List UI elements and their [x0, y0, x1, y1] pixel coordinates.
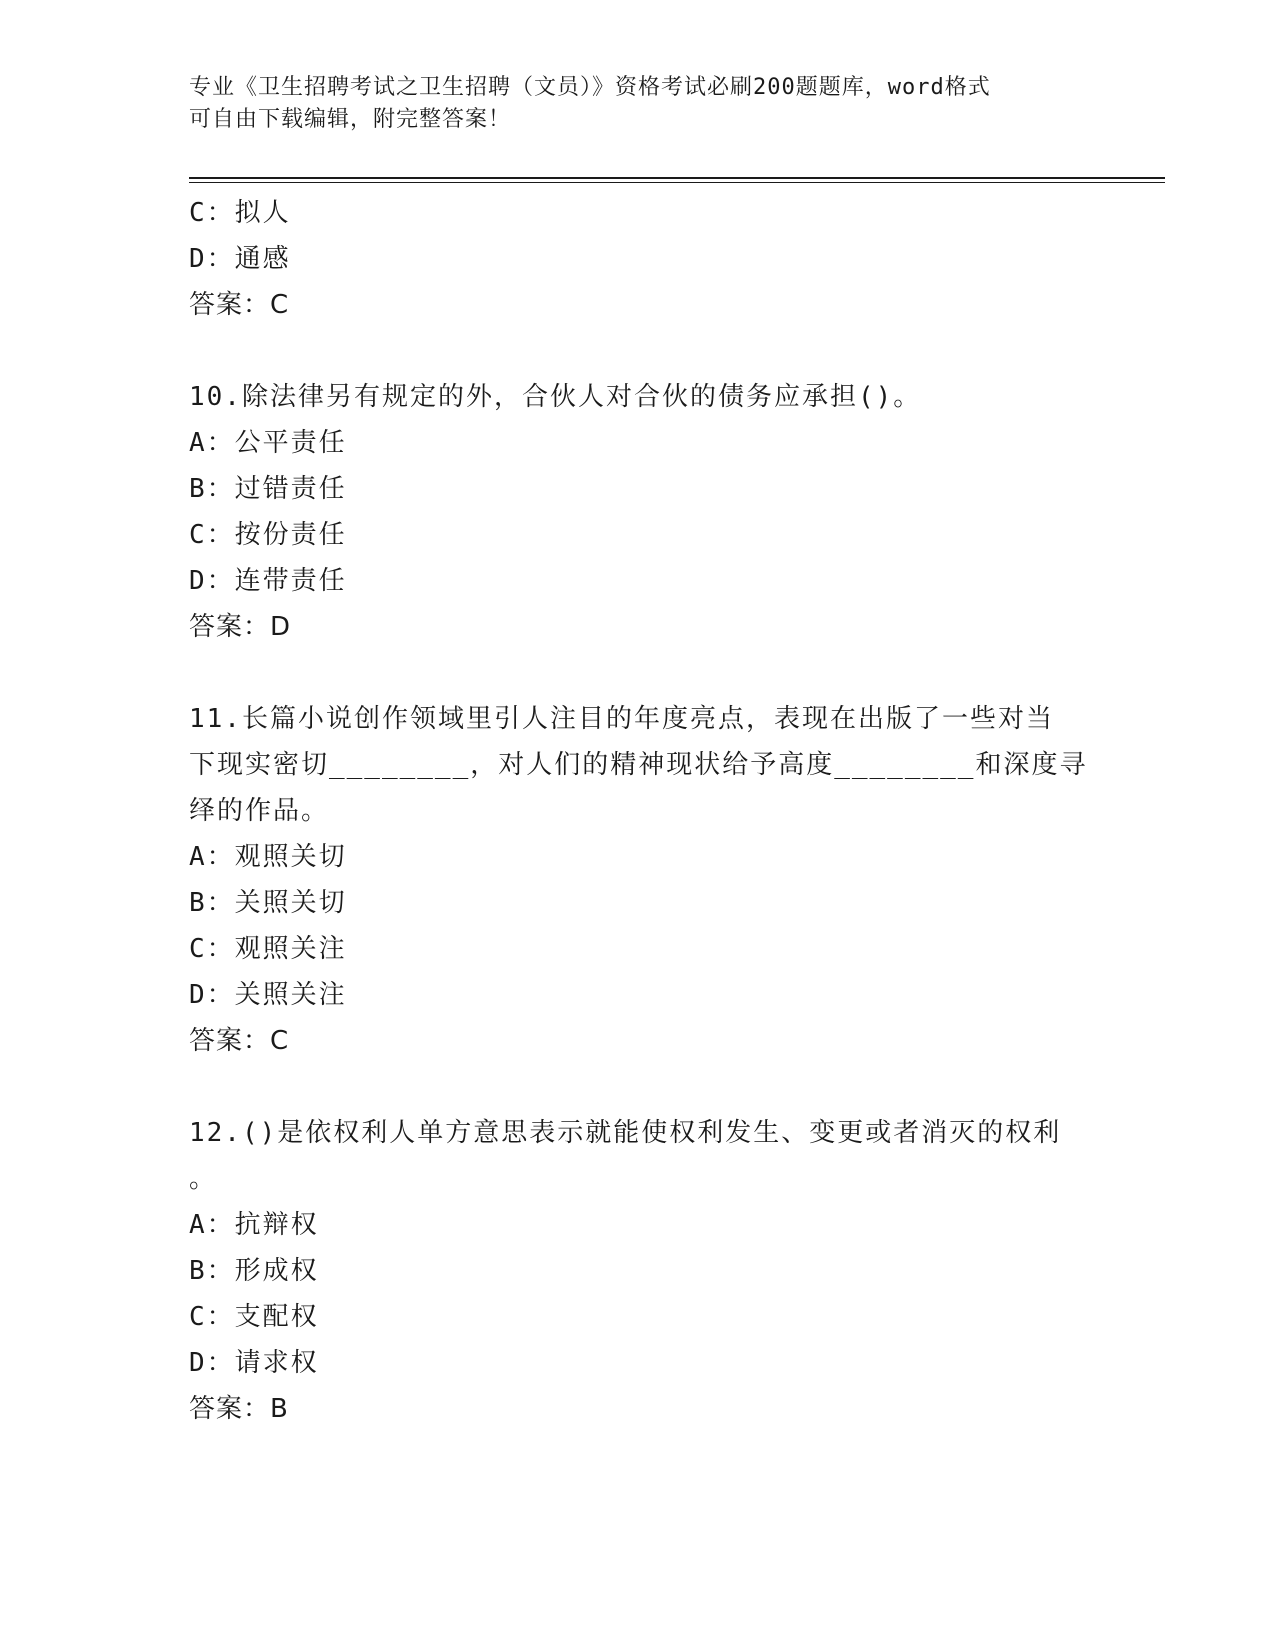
header-title-line-2: 可自由下载编辑，附完整答案！: [189, 107, 512, 132]
question-stem-line-2: 下现实密切________，对人们的精神现状给予高度________和深度寻: [189, 750, 1088, 780]
spacer: [189, 328, 1089, 374]
question-stem-line-2: 。: [189, 1164, 218, 1194]
option-d: D：请求权: [189, 1348, 319, 1378]
option-d: D：通感: [189, 244, 291, 274]
header-divider-thin: [189, 182, 1165, 183]
question-list: [189, 190, 1089, 1432]
spacer: [189, 1064, 1089, 1110]
option-a: A：公平责任: [189, 428, 347, 458]
question-stem-line-1: 11.长篇小说创作领域里引人注目的年度亮点，表现在出版了一些对当: [189, 704, 1054, 734]
option-c: C：拟人: [189, 198, 291, 228]
document-header: [189, 72, 1069, 136]
question-stem: 10.除法律另有规定的外，合伙人对合伙的债务应承担()。: [189, 382, 922, 412]
spacer: [189, 650, 1089, 696]
header-divider-thick: [189, 177, 1165, 179]
header-title-line-1: 专业《卫生招聘考试之卫生招聘（文员）》资格考试必刷200题题库，word格式: [189, 75, 991, 100]
question-9-tail: [189, 190, 1089, 328]
option-a: A：观照关切: [189, 842, 347, 872]
question-11: [189, 696, 1089, 1064]
option-b: B：形成权: [189, 1256, 319, 1286]
answer: 答案：C: [189, 290, 290, 320]
option-b: B：关照关切: [189, 888, 347, 918]
option-a: A：抗辩权: [189, 1210, 319, 1240]
option-c: C：支配权: [189, 1302, 319, 1332]
option-c: C：观照关注: [189, 934, 347, 964]
option-d: D：连带责任: [189, 566, 347, 596]
answer: 答案：B: [189, 1394, 289, 1424]
question-stem-line-1: 12.()是依权利人单方意思表示就能使权利发生、变更或者消灭的权利: [189, 1118, 1062, 1148]
option-d: D：关照关注: [189, 980, 347, 1010]
question-12: [189, 1110, 1089, 1432]
option-b: B：过错责任: [189, 474, 347, 504]
option-c: C：按份责任: [189, 520, 347, 550]
question-stem-line-3: 绎的作品。: [189, 796, 330, 826]
question-10: [189, 374, 1089, 650]
answer: 答案：D: [189, 612, 292, 642]
answer: 答案：C: [189, 1026, 290, 1056]
